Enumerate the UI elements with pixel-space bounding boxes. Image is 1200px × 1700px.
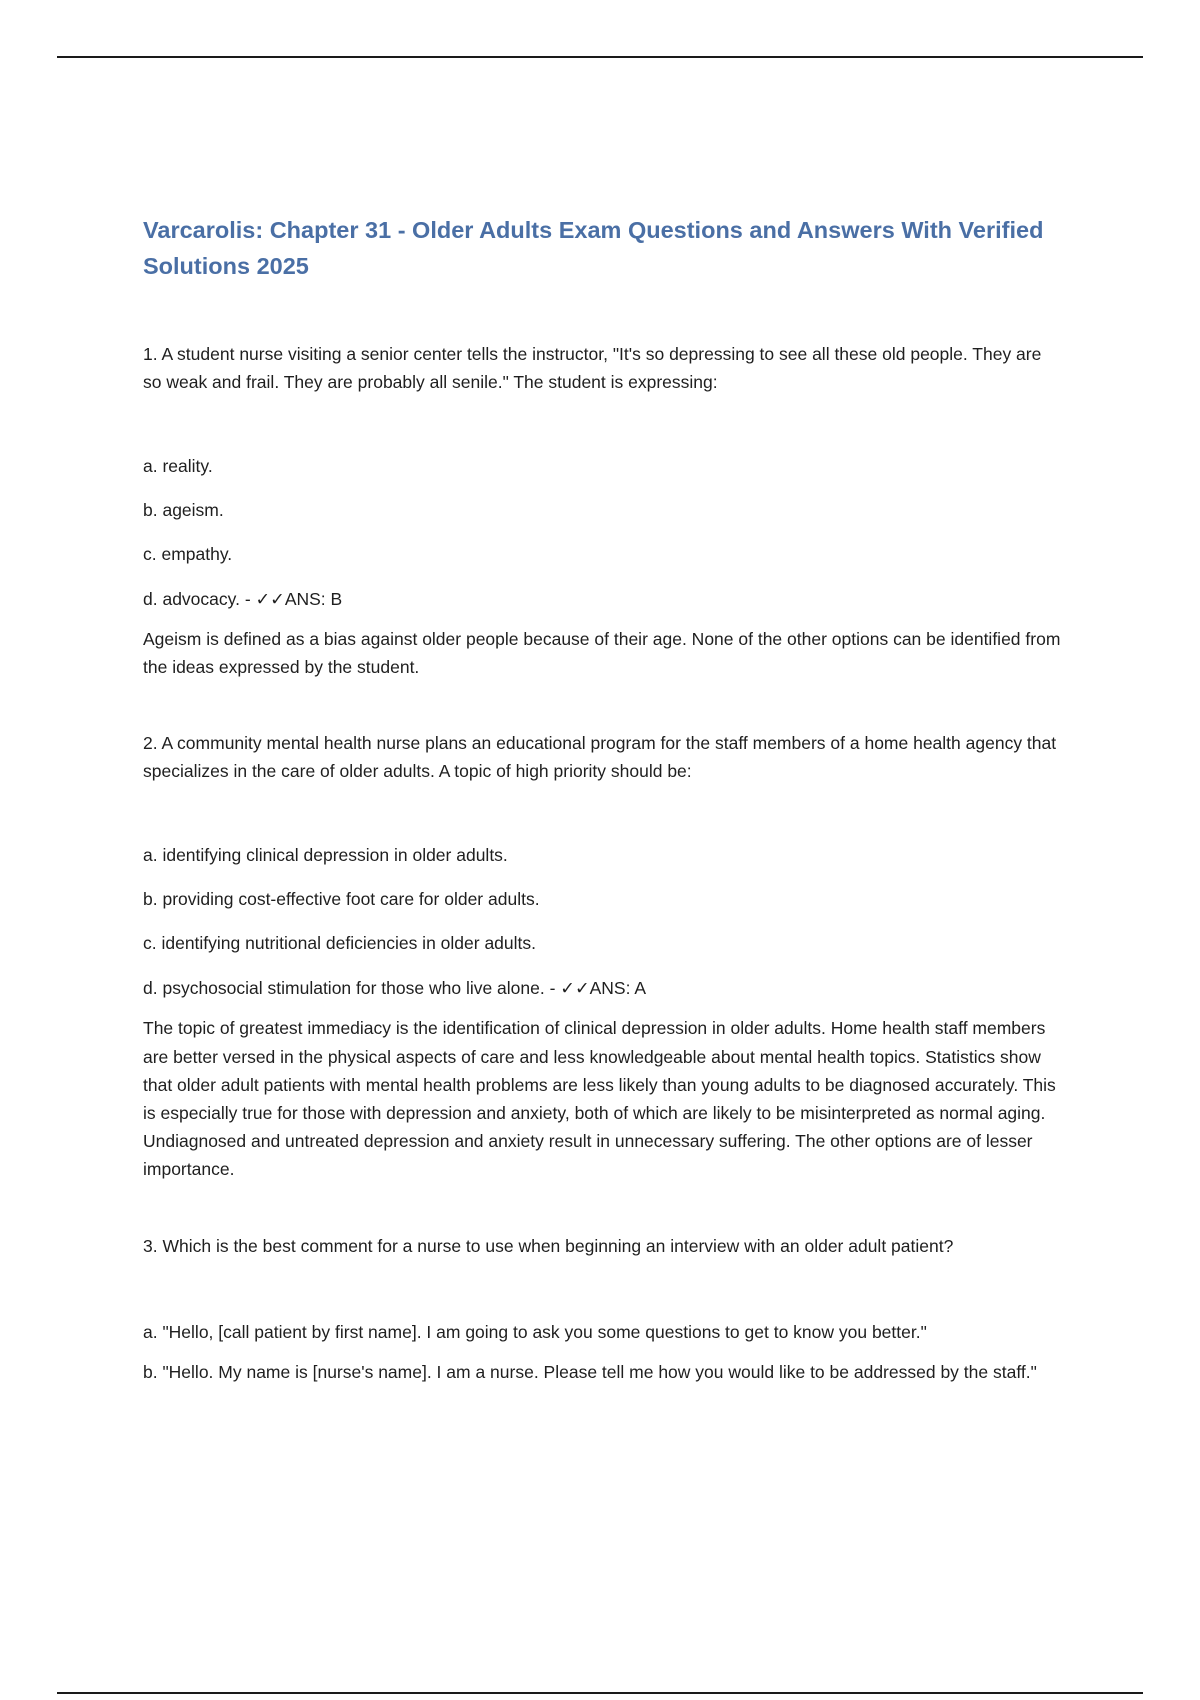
question-2-option-d-answer: d. psychosocial stimulation for those who live alone. - ✓✓ANS: A <box>143 978 647 999</box>
top-rule <box>57 56 1143 58</box>
question-1-option-a: a. reality. <box>143 456 213 476</box>
question-2-option-b: b. providing cost-effective foot care for older adults. <box>143 889 540 910</box>
question-3-stem: 3. Which is the best comment for a nurse to use when beginning an interview with an older adult patient? <box>143 1235 954 1256</box>
question-3-option-a: a. "Hello, [call patient by first name]. I am going to ask you some questions to get to know you better." <box>143 1321 927 1342</box>
question-2-rationale: The topic of greatest immediacy is the identification of clinical depression in older adults. Home health staff members are better versed in the physical aspects of care and less knowledgeable about mental health topics. Statistics show that older adult patients with mental health problems are less likely than young adults to be diagnosed accurately. This is especially true for those with depression and anxiety, both of which are likely to be misinterpreted as normal aging. Undiagnosed and untreated depression and anxiety result in unnecessary suffering. The other options are of lesser importance. <box>143 1018 1056 1180</box>
question-1-stem: 1. A student nurse visiting a senior center tells the instructor, "It's so depressing to see all these old people. They are so weak and frail. They are probably all senile." The student is expressing: <box>143 344 1042 392</box>
question-1-option-d-answer: d. advocacy. - ✓✓ANS: B <box>143 589 343 609</box>
bottom-rule <box>57 1692 1143 1694</box>
question-1-option-c: c. empathy. <box>143 544 233 564</box>
question-1-rationale: Ageism is defined as a bias against older people because of their age. None of the other options can be identified from the ideas expressed by the student. <box>143 629 1061 678</box>
question-2-stem: 2. A community mental health nurse plans an educational program for the staff members of a home health agency that specializes in the care of older adults. A topic of high priority should be: <box>143 733 1057 782</box>
question-3-option-b: b. "Hello. My name is [nurse's name]. I am a nurse. Please tell me how you would like to be addressed by the staff." <box>143 1361 1037 1382</box>
question-2-option-a: a. identifying clinical depression in older adults. <box>143 845 508 866</box>
document-title: Varcarolis: Chapter 31 - Older Adults Exam Questions and Answers With Verified Solutions 2025 <box>143 217 1044 279</box>
document-body <box>143 212 1063 1386</box>
question-2-option-c: c. identifying nutritional deficiencies in older adults. <box>143 933 536 954</box>
question-1-option-b: b. ageism. <box>143 500 224 520</box>
